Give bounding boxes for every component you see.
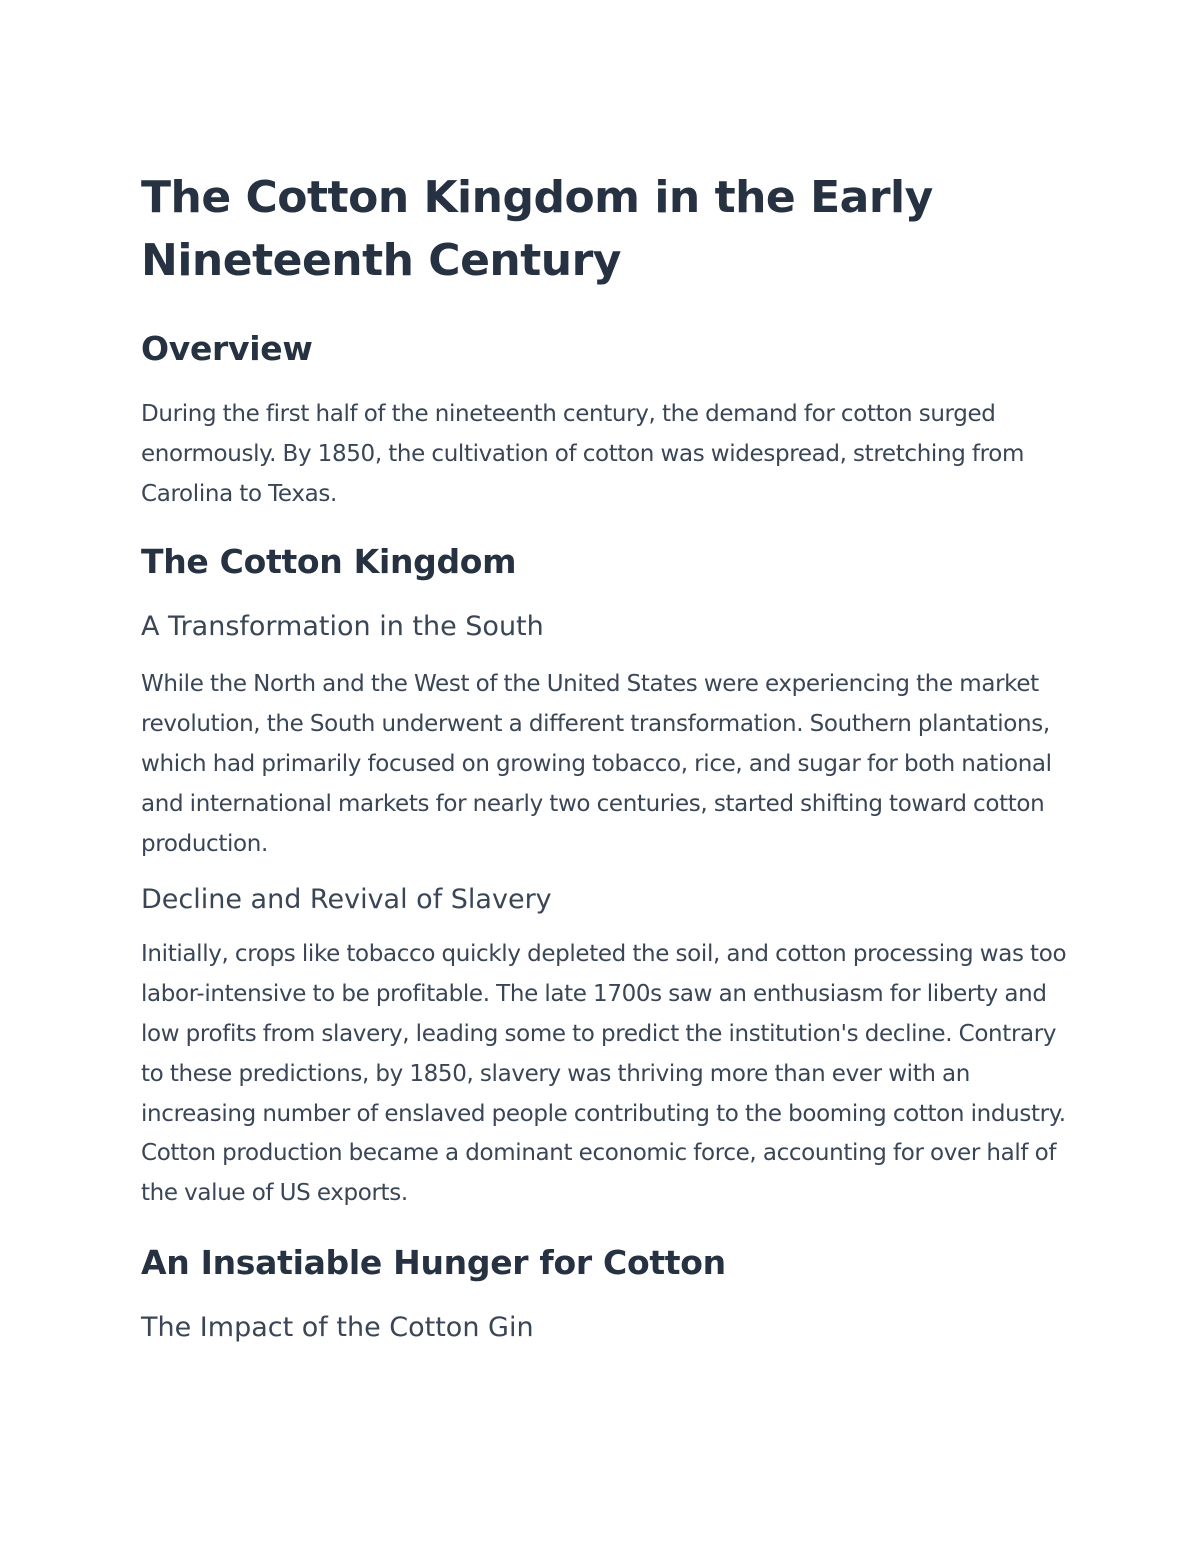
overview-paragraph: During the first half of the nineteenth century, the demand for cotton surged enormously. By 1850, the cultivation of cotton was widespread, stretching from Carolina to Texas.: [141, 401, 1025, 507]
slavery-subheading: Decline and Revival of Slavery: [141, 884, 552, 916]
hunger-heading: An Insatiable Hunger for Cotton: [141, 1242, 726, 1282]
overview-heading: Overview: [141, 329, 313, 368]
document-page: [141, 166, 1071, 1346]
transformation-paragraph: While the North and the West of the United States were experiencing the market revolution, the South underwent a different transformation. Southern plantations, which had primarily focused on growing tobacco, rice, and sugar for both national and international markets for nearly two centuries, started shifting toward cotton production.: [141, 671, 1052, 857]
document-title: The Cotton Kingdom in the Early Nineteenth Century: [141, 172, 933, 286]
cotton-gin-subheading: The Impact of the Cotton Gin: [141, 1311, 534, 1343]
cotton-kingdom-heading: The Cotton Kingdom: [141, 542, 517, 582]
slavery-paragraph: Initially, crops like tobacco quickly depleted the soil, and cotton processing was too labor-intensive to be profitable. The late 1700s saw an enthusiasm for liberty and low profits from slavery, leading some to predict the institution's decline. Contrary to these predictions, by 1850, slavery was thriving more than ever with an increasing number of enslaved people contributing to the booming cotton industry. Cotton production became a dominant economic force, accounting for over half of the value of US exports.: [141, 941, 1067, 1207]
transformation-subheading: A Transformation in the South: [141, 611, 544, 643]
